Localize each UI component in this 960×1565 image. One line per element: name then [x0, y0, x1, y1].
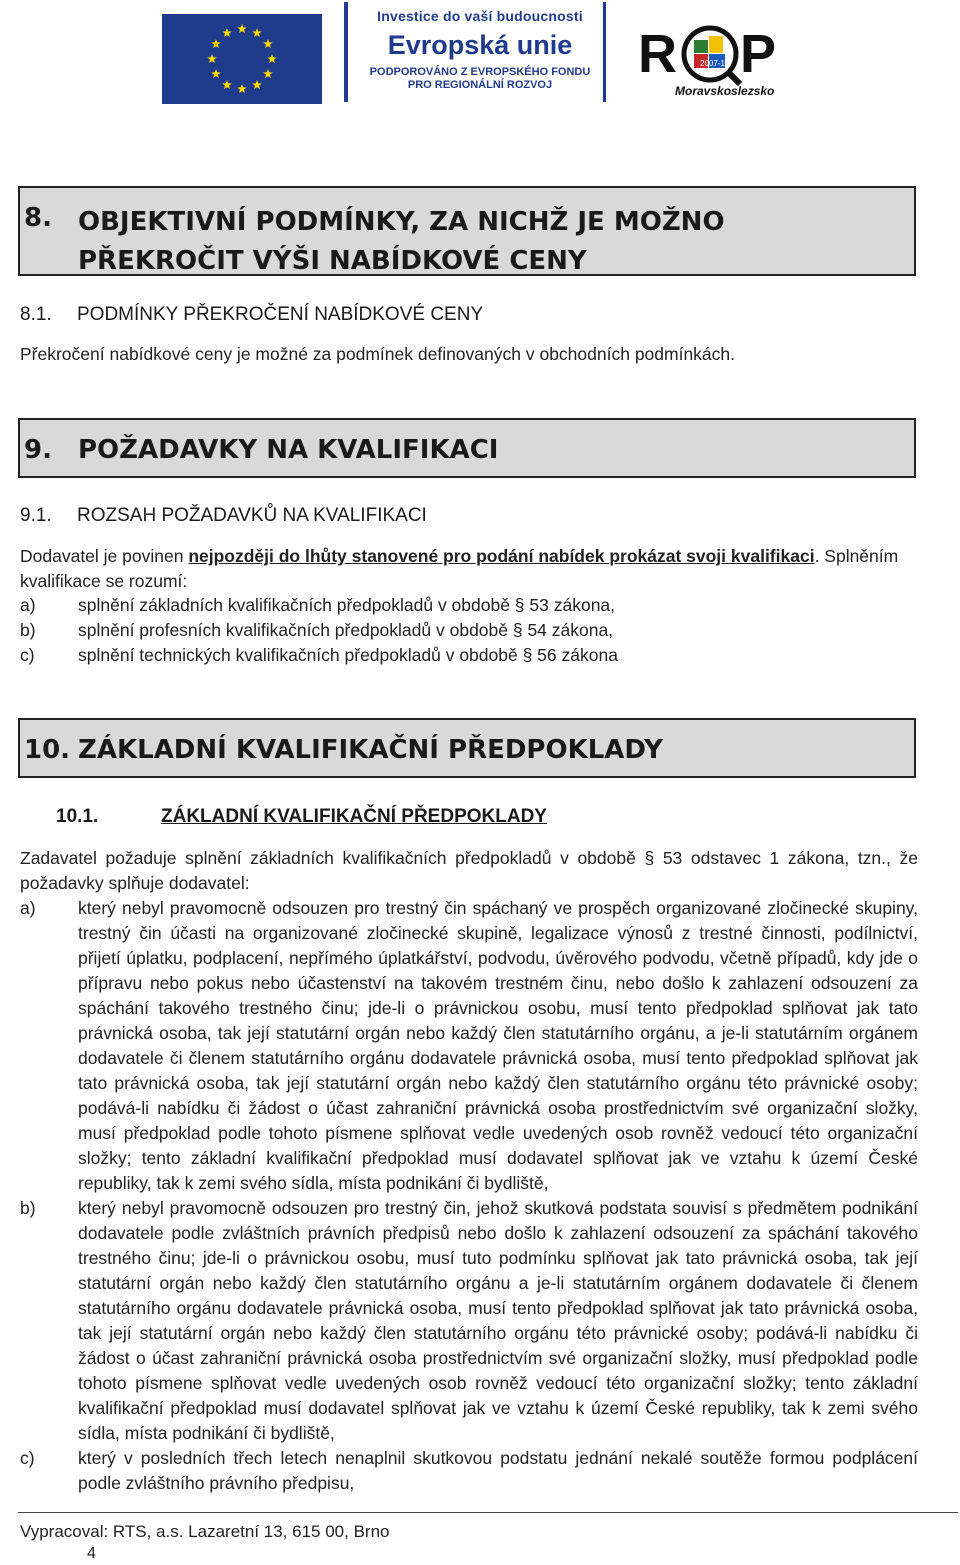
chapter-number: 8. — [24, 203, 52, 233]
list-item-label: a) — [20, 898, 36, 918]
rop-region-text: Moravskoslezsko — [675, 84, 775, 98]
eu-union-text: Evropská unie — [387, 30, 573, 60]
list-item-text: splnění technických kvalifikačních předpokladů v obdobě § 56 zákona — [78, 645, 618, 665]
chapter-number: 9. — [24, 435, 52, 465]
svg-text:P: P — [740, 24, 777, 84]
list-item-text: který v posledních třech letech nenaplnil skutkovou podstatu jednání nekalé soutěže formou podplácení podle zvláštního právního předpisu, — [78, 1448, 918, 1493]
section-title: ZÁKLADNÍ KVALIFIKAČNÍ PŘEDPOKLADY — [161, 806, 547, 827]
eu-slogan — [360, 8, 600, 92]
para-text: . Splněním kvalifikace se rozumí: — [20, 546, 899, 591]
list-item-label: b) — [20, 620, 36, 640]
section-title: PODMÍNKY PŘEKROČENÍ NABÍDKOVÉ CENY — [77, 304, 484, 325]
footer-divider — [18, 1512, 958, 1513]
list-item-label: a) — [20, 595, 36, 615]
para-emphasis: nejpozději do lhůty stanovené pro podání nabídek prokázat svoji kvalifikaci — [188, 546, 815, 566]
eu-invest-text: Investice do vaší budoucnosti — [377, 8, 583, 24]
section-10-1-paragraph: Zadavatel požaduje splnění základních kvalifikačních předpokladů v obdobě § 53 odstavec 1 zákona, tzn., že požadavky splňuje dodavatel: — [20, 848, 918, 893]
list-item — [20, 618, 918, 643]
chapter-number: 10. — [24, 735, 71, 765]
footer-author: Vypracoval: RTS, a.s. Lazaretní 13, 615 00, Brno — [20, 1522, 390, 1541]
list-item-label: c) — [20, 1448, 35, 1468]
svg-text:2007-13: 2007-13 — [700, 59, 730, 68]
para-text: Dodavatel je povinen — [20, 546, 189, 566]
list-item-label: c) — [20, 645, 35, 665]
chapter-10-heading — [18, 718, 916, 778]
list-item-text: splnění profesních kvalifikačních předpokladů v obdobě § 54 zákona, — [78, 620, 614, 640]
section-9-1-paragraph — [20, 544, 918, 594]
rop-logo — [636, 14, 786, 114]
section-number: 10.1. — [56, 806, 99, 827]
list-item — [20, 593, 918, 618]
list-item — [20, 643, 918, 668]
section-8-1-paragraph: Překročení nabídkové ceny je možné za podmínek definovaných v obchodních podmínkách. — [20, 344, 736, 364]
list-item-label: b) — [20, 1198, 36, 1218]
section-title: ROZSAH POŽADAVKŮ NA KVALIFIKACI — [77, 505, 427, 526]
section-number: 8.1. — [20, 304, 52, 325]
chapter-8-heading — [18, 186, 916, 276]
chapter-title: ZÁKLADNÍ KVALIFIKAČNÍ PŘEDPOKLADY — [78, 735, 663, 765]
list-item-text: který nebyl pravomocně odsouzen pro trestný čin spáchaný ve prospěch organizované zločinecké skupiny, trestný čin účasti na organizované zločinecké skupině, legalizace výnosů z trestné činnosti, podílnictví, přijetí úplatku, podplacení, nepřímého úplatkářství, podvodu, úvěrového podvodu, včetně případů, kdy jde o přípravu nebo pokus nebo účastenství na takovém trestném činu, nebo došlo k zahlazení odsouzení za spáchání takového trestného činu; jde-li o právnickou osobu, musí tento předpoklad splňovat jak tato právnická osoba, tak její statutární orgán nebo každý člen statutárního orgánu, a je-li statutárním orgánem dodavatele či členem statutárního orgánu dodavatele právnická osoba, musí tento předpoklad splňovat jak tato právnická osoba, tak její statutární orgán nebo každý člen statutárního orgánu této právnické osoby; podává-li nabídku či žádost o účast zahraniční právnická osoba prostřednictvím své organizační složky, musí předpoklad podle tohoto písmene splňovat vedle uvedených osob rovněž vedoucí této organizační složky; tento základní kvalifikační předpoklad musí dodavatel splňovat jak ve vztahu k území České republiky, tak k zemi svého sídla, místa podnikání či bydliště, — [78, 898, 918, 1193]
list-item-text: který nebyl pravomocně odsouzen pro trestný čin, jehož skutková podstata souvisí s předmětem podnikání dodavatele podle zvláštních právních předpisů nebo došlo k zahlazení odsouzení za spáchání takového trestného činu; jde-li o právnickou osobu, musí tuto podmínku splňovat jak tato právnická osoba, tak její statutární orgán nebo každý člen statutárního orgánu a je-li statutárním orgánem dodavatele či členem statutárního orgánu dodavatele právnická osoba, musí tento předpoklad splňovat jak tato právnická osoba, tak její statutární orgán nebo každý člen statutárního orgánu této právnické osoby; podává-li nabídku či žádost o účast zahraniční právnická osoba prostřednictvím své organizační složky, musí předpoklad podle tohoto písmene splňovat vedle uvedených osob rovněž vedoucí této organizační složky; tento základní kvalifikační předpoklad musí dodavatel splňovat jak ve vztahu k území České republiky, tak k zemi svého sídla, místa podnikání či bydliště, — [78, 1198, 918, 1443]
chapter-title: OBJEKTIVNÍ PODMÍNKY, ZA NICHŽ JE MOŽNO PŘEKROČIT VÝŠI NABÍDKOVÉ CENY — [78, 207, 725, 276]
page-number: 4 — [87, 1545, 96, 1562]
header-divider-2 — [603, 2, 606, 102]
chapter-title: POŽADAVKY NA KVALIFIKACI — [78, 435, 499, 465]
chapter-9-heading — [18, 418, 916, 478]
eu-fund-line2: PRO REGIONÁLNÍ ROZVOJ — [407, 79, 553, 91]
eu-fund-line1: PODPOROVÁNO Z EVROPSKÉHO FONDU — [369, 66, 591, 78]
list-item-text: splnění základních kvalifikačních předpokladů v obdobě § 53 zákona, — [78, 595, 616, 615]
header-divider — [344, 2, 348, 102]
page-header — [0, 0, 960, 135]
section-number: 9.1. — [20, 505, 52, 526]
svg-text:R: R — [638, 24, 677, 84]
eu-flag-logo — [162, 14, 322, 104]
